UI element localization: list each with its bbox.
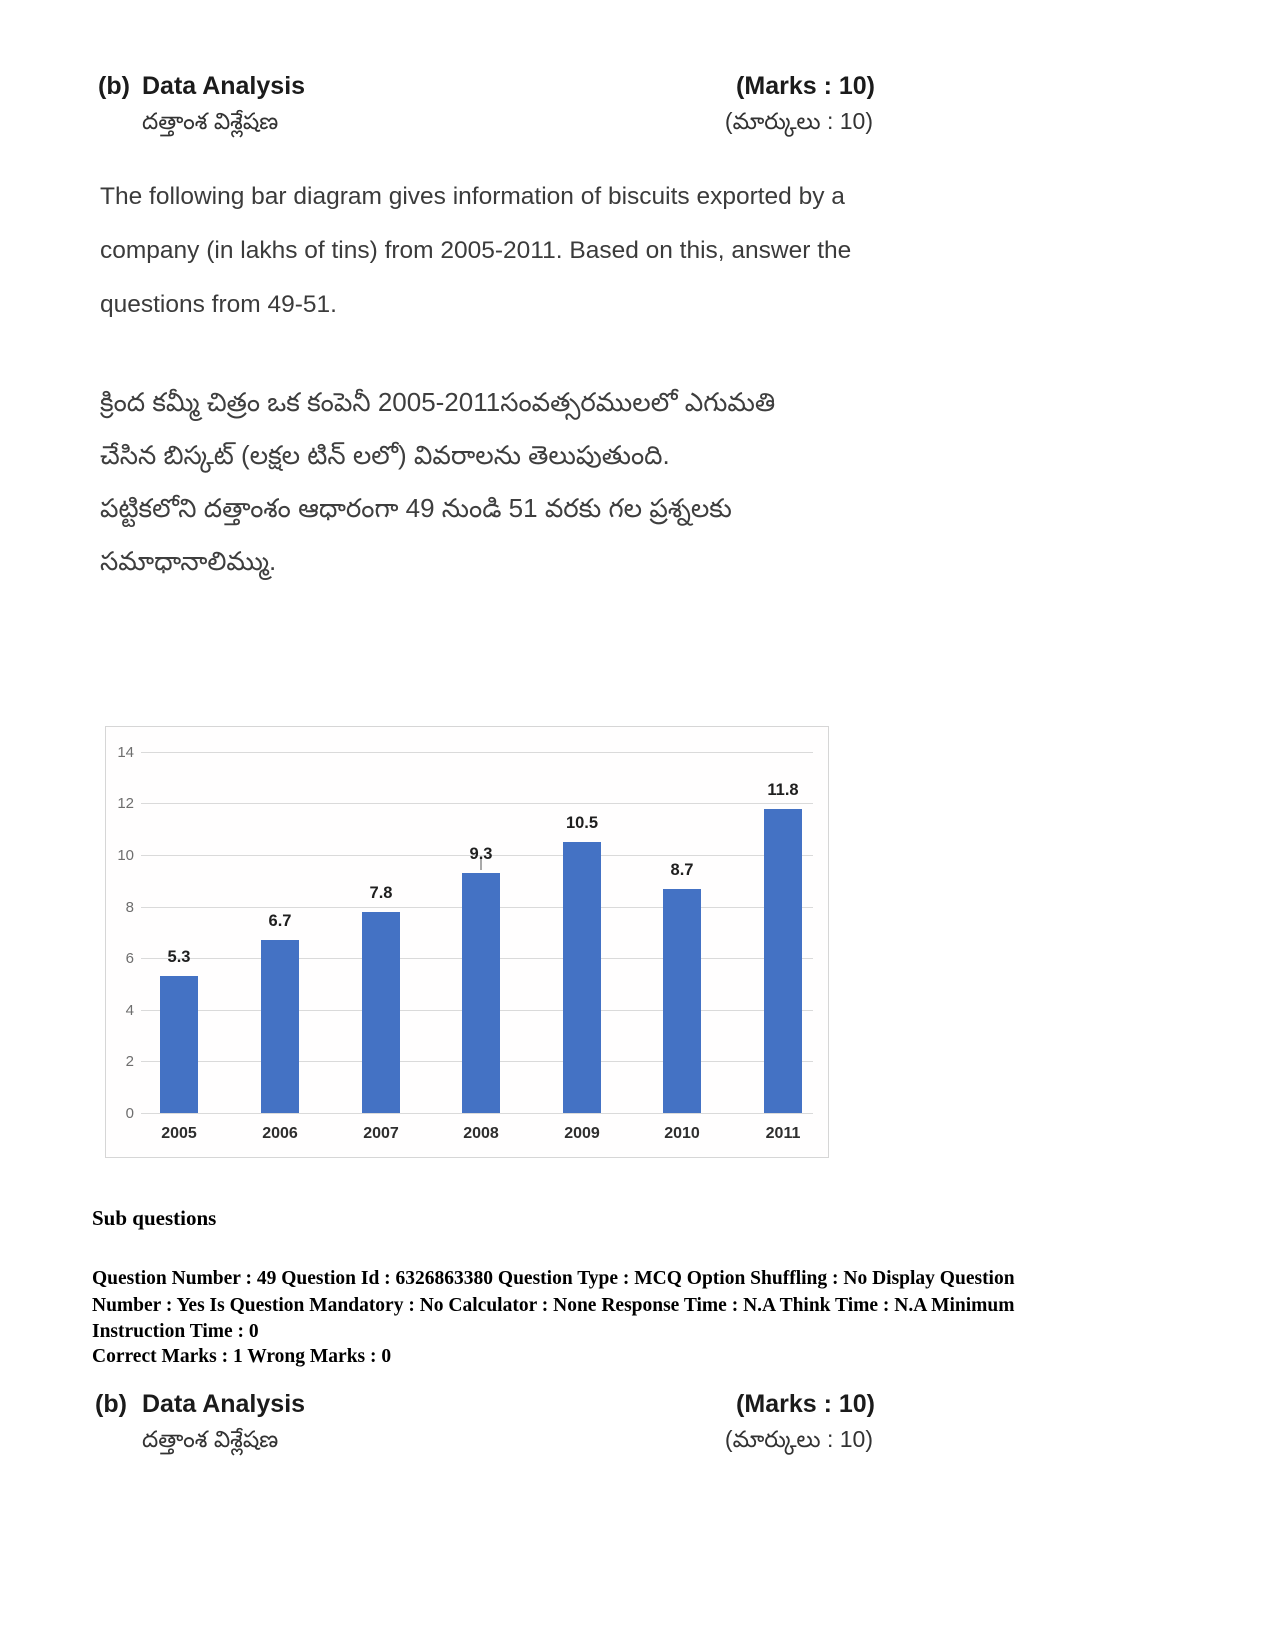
bar-2008	[462, 873, 500, 1113]
intro-te-line: చేసిన బిస్కట్ (లక్షల టిన్ లలో) వివరాలను తెలుపుతుంది.	[100, 440, 670, 470]
footer-section-label: (b)	[95, 1390, 127, 1418]
x-axis-label-2010: 2010	[664, 1125, 700, 1142]
y-axis-tick-label: 12	[117, 795, 134, 813]
intro-te-line: సమాధానాలిమ్ము.	[100, 546, 277, 576]
bar-value-label-2008: 9.3	[469, 845, 493, 864]
bar-value-label-2005: 5.3	[167, 948, 191, 967]
intro-te-line: పట్టికలోని దత్తాంశం ఆధారంగా 49 నుండి 51 వరకు గల ప్రశ్నలకు	[100, 493, 732, 523]
gridline-y14	[141, 752, 813, 753]
bar-2009	[563, 842, 601, 1113]
bar-value-label-2010: 8.7	[670, 860, 694, 879]
question-metadata-line: Instruction Time : 0	[92, 1321, 259, 1342]
footer-section-header-telugu	[0, 1426, 1275, 1460]
footer-section-marks: (Marks : 10)	[736, 1390, 875, 1418]
section-marks-telugu: (మార్కులు : 10)	[724, 108, 873, 134]
question-metadata-line: Question Number : 49 Question Id : 6326863380 Question Type : MCQ Option Shuffling : No Display Question	[92, 1268, 1015, 1289]
section-label: (b)	[98, 72, 130, 100]
bar-2011	[764, 809, 802, 1113]
bar-value-label-2006: 6.7	[268, 912, 292, 931]
bar-value-label-2007: 7.8	[369, 883, 393, 902]
y-axis-tick-label: 0	[125, 1105, 134, 1122]
x-axis-label-2006: 2006	[262, 1125, 298, 1142]
x-axis-label-2007: 2007	[363, 1125, 399, 1142]
footer-section-header	[0, 1390, 1275, 1424]
question-metadata	[92, 1266, 1122, 1346]
y-axis-tick-label: 8	[125, 898, 134, 916]
bar-2006	[261, 940, 299, 1113]
intro-en-line: questions from 49-51.	[100, 291, 337, 318]
question-metadata-line: Number : Yes Is Question Mandatory : No Calculator : None Response Time : N.A Think Time : N.A Minimum	[92, 1294, 1015, 1316]
intro-paragraph-english	[100, 170, 970, 332]
intro-en-line: company (in lakhs of tins) from 2005-2011. Based on this, answer the	[100, 237, 852, 264]
section-marks: (Marks : 10)	[736, 72, 875, 100]
footer-section-title: Data Analysis	[142, 1390, 306, 1418]
x-axis-label-2008: 2008	[463, 1125, 499, 1142]
y-axis-tick-label: 14	[117, 743, 134, 761]
intro-paragraph-telugu	[100, 376, 970, 588]
intro-en-line: The following bar diagram gives information of biscuits exported by a	[100, 183, 845, 210]
bar-chart	[105, 726, 829, 1158]
section-title-telugu: దత్తాంశ విశ్లేషణ	[142, 108, 279, 134]
bar-2005	[160, 976, 198, 1113]
section-header-telugu	[0, 108, 1275, 142]
section-title: Data Analysis	[142, 72, 306, 100]
bar-2007	[362, 912, 400, 1113]
gridline-y12	[141, 803, 813, 804]
correct-marks-line: Correct Marks : 1 Wrong Marks : 0	[92, 1346, 392, 1367]
section-header	[0, 72, 1275, 106]
footer-section-title-telugu: దత్తాంశ విశ్లేషణ	[142, 1426, 279, 1452]
intro-te-line: క్రింద కమ్మీ చిత్రం ఒక కంపెనీ 2005-2011సంవత్సరములలో ఎగుమతి	[100, 387, 776, 417]
bar-value-label-2009: 10.5	[565, 814, 599, 833]
y-axis-tick-label: 2	[125, 1053, 134, 1071]
bar-2010	[663, 889, 701, 1113]
bar-value-label-2011: 11.8	[767, 780, 799, 799]
y-axis-tick-label: 6	[125, 950, 134, 968]
x-axis-label-2011: 2011	[765, 1125, 801, 1142]
x-axis-label-2005: 2005	[161, 1125, 197, 1142]
x-axis-label-2009: 2009	[564, 1125, 600, 1142]
sub-questions-heading: Sub questions	[92, 1206, 217, 1230]
y-axis-tick-label: 10	[117, 847, 134, 864]
gridline-y0	[141, 1113, 813, 1114]
y-axis-tick-label: 4	[125, 1001, 134, 1019]
footer-section-marks-telugu: (మార్కులు : 10)	[724, 1426, 873, 1452]
